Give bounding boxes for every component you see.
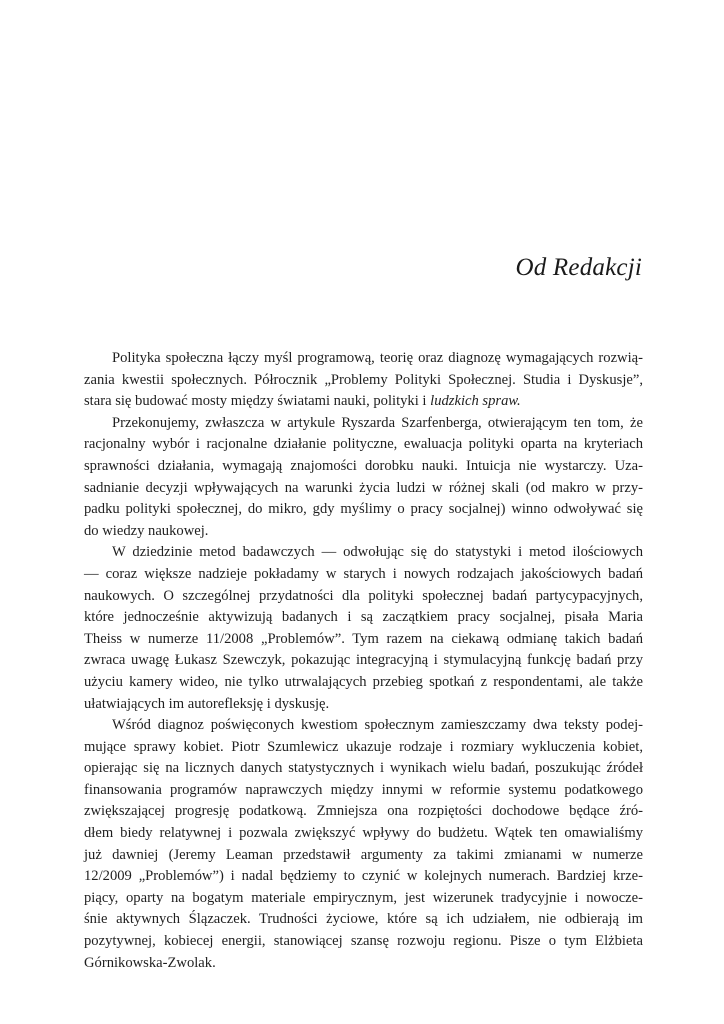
text-line xyxy=(84,391,643,413)
text-line: ułatwiających im autorefleksję i dyskusję. xyxy=(84,695,330,712)
editorial-body xyxy=(84,348,643,974)
text-line: mujące sprawy kobiet. Piotr Szumlewicz ukazuje rodzaje i rozmiary wykluczenia kobiet, xyxy=(84,738,643,755)
text-line: piący, oparty na bogatym materiale empirycznym, jest wizerunek tradycyjnie i nowocze- xyxy=(84,889,643,906)
text-line: sprawności działania, wymagają znajomości dorobku nauki. Intuicja nie wystarczy. Uza- xyxy=(84,457,643,474)
text-line: do wiedzy naukowej. xyxy=(84,522,209,539)
text-line: dłem biedy relatywnej i pozwala zwiększyć wpływy do budżetu. Wątek ten omawialiśmy xyxy=(84,825,643,842)
text-line: Przekonujemy, zwłaszcza w artykule Ryszarda Szarfenberga, otwierającym ten tom, że xyxy=(112,414,643,431)
text-line: Polityka społeczna łączy myśl programową, teorię oraz diagnozę wymagających rozwią- xyxy=(112,350,643,366)
text-line: zwraca uwagę Łukasz Szewczyk, pokazując integracyjną i stymulacyjną funkcję badań przy xyxy=(84,652,643,669)
text-line: zwiększającej progresję podatkową. Zmniejsza ona rozpiętości dochodowe będące źró- xyxy=(84,803,643,820)
text-line: już dawniej (Jeremy Leaman przedstawił argumenty za takimi zmianami w numerze xyxy=(84,846,643,863)
text-line: które jednocześnie aktywizują badanych i są zaczątkiem pracy socjalnej, pisała Maria xyxy=(84,609,643,626)
paragraph-4 xyxy=(84,715,643,974)
text-line: Wśród diagnoz poświęconych kwestiom społecznym zamieszczamy dwa teksty podej- xyxy=(112,717,643,734)
text-line: 12/2009 „Problemów”) i nadal będziemy to czynić w kolejnych numerach. Bardziej krze- xyxy=(84,868,643,885)
text-line: zania kwestii społecznych. Półrocznik „Problemy Polityki Społecznej. Studia i Dyskusje”, xyxy=(84,371,643,388)
text-segment: stara się budować mosty między światami nauki, polityki i xyxy=(84,393,431,410)
text-line: naukowych. O szczególnej przydatności dla polityki społecznej badań partycypacyjnych, xyxy=(84,587,643,604)
text-line: pozytywnej, kobiecej energii, stanowiącej szansę rozwoju regionu. Pisze o tym Elżbieta xyxy=(84,933,643,950)
text-line: Theiss w numerze 11/2008 „Problemów”. Tym razem na ciekawą odmianę takich badań xyxy=(84,630,643,647)
text-line: W dziedzinie metod badawczych — odwołując się do statystyki i metod ilościowych xyxy=(112,544,643,561)
paragraph-2 xyxy=(84,413,643,543)
text-line: racjonalny wybór i racjonalne działanie polityczne, ewaluacja polityki oparta na kryteriach xyxy=(84,436,643,453)
text-line: finansowania programów naprawczych między innymi w reformie systemu podatkowego xyxy=(84,781,643,798)
page-title: Od Redakcji xyxy=(515,254,642,281)
italic-phrase: ludzkich spraw. xyxy=(430,393,521,410)
paragraph-3 xyxy=(84,542,643,715)
text-line: sadnianie decyzji wpływających na warunki życia ludzi w różnej skali (od makro w przy- xyxy=(84,479,643,496)
text-line: Górnikowska-Zwolak. xyxy=(84,954,216,971)
text-line: — coraz większe nadzieje pokładamy w starych i nowych rodzajach jakościowych badań xyxy=(84,565,643,582)
text-line: padku polityki społecznej, do mikro, gdy myślimy o pracy socjalnej) winno odwoływać się xyxy=(84,501,643,518)
text-line: śnie aktywnych Ślązaczek. Trudności życiowe, które są ich udziałem, nie odbierają im xyxy=(84,911,643,928)
text-line: użyciu kamery wideo, nie tylko utrwalających przebieg spotkań z respondentami, ale także xyxy=(84,673,643,690)
text-line: opierając się na licznych danych statystycznych i wynikach wielu badań, poszukując źródeł xyxy=(84,760,643,777)
paragraph-1 xyxy=(84,348,643,413)
